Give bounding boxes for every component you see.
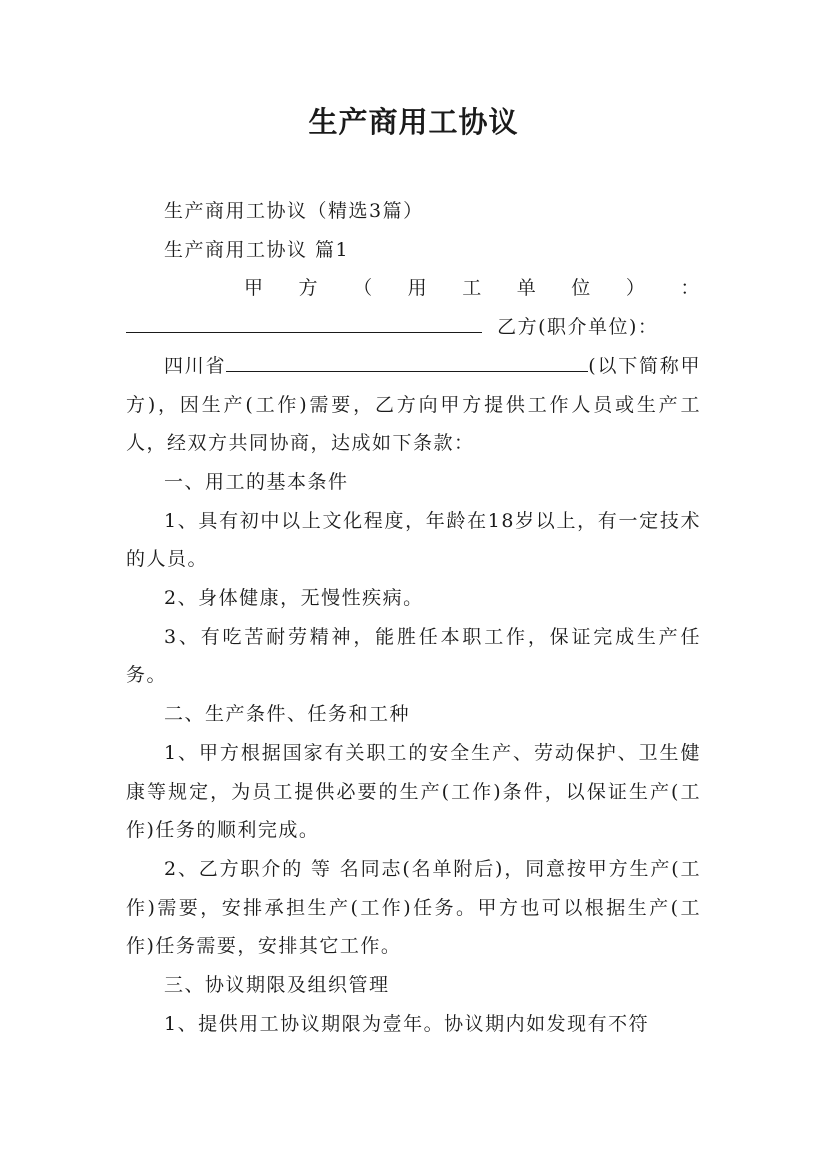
party-a-char: 单 [516, 277, 538, 300]
paragraph: 二、生产条件、任务和工种 [164, 703, 411, 726]
party-a-line [126, 269, 701, 308]
party-a-char: 位 [571, 277, 592, 300]
party-a-blank-line [126, 312, 482, 333]
subtitle: 生产商用工协议（精选3篇） [164, 200, 424, 222]
party-a-char: 工 [462, 277, 483, 300]
paragraph: 三、协议期限及组织管理 [164, 974, 390, 997]
party-a-char: 方 [298, 277, 320, 300]
party-a-char: 用 [407, 277, 429, 300]
intro-paragraph [126, 347, 701, 463]
party-b-line [126, 308, 701, 347]
party-b-label: 乙方(职介单位)： [497, 316, 659, 339]
party-a-char: 甲 [244, 277, 265, 300]
paragraph: 1、提供用工协议期限为壹年。协议期内如发现有不符 [164, 1012, 650, 1035]
paragraph: 2、乙方职介的 等 名同志(名单附后)，同意按甲方生产(工作)需要，安排承担生产(工作)任务。甲方也可以根据生产(工作)任务需要，安排其它工作。 [126, 857, 701, 958]
paragraph: 1、甲方根据国家有关职工的安全生产、劳动保护、卫生健康等规定，为员工提供必要的生产(工作)条件，以保证生产(工作)任务的顺利完成。 [126, 741, 701, 842]
paragraph: 2、身体健康，无慢性疾病。 [164, 587, 424, 610]
party-a-char: （ [353, 277, 374, 300]
paragraph: 1、具有初中以上文化程度，年龄在18岁以上，有一定技术的人员。 [126, 509, 701, 571]
party-a-char: ） [625, 277, 647, 300]
intro-prefix: 四川省 [164, 354, 227, 377]
province-blank-line [226, 351, 588, 372]
document-title: 生产商用工协议 [308, 105, 519, 139]
section-heading: 生产商用工协议 篇1 [164, 238, 350, 261]
intro-suffix: (以下简称甲方)，因生产(工作)需要，乙方向甲方提供工作人员或生产工人，经双方共同协商，达成如下条款： [126, 354, 701, 455]
party-a-char: ： [680, 277, 701, 300]
paragraph: 一、用工的基本条件 [164, 470, 349, 493]
paragraph: 3、有吃苦耐劳精神，能胜任本职工作，保证完成生产任务。 [126, 625, 701, 687]
document-body [126, 192, 701, 1043]
